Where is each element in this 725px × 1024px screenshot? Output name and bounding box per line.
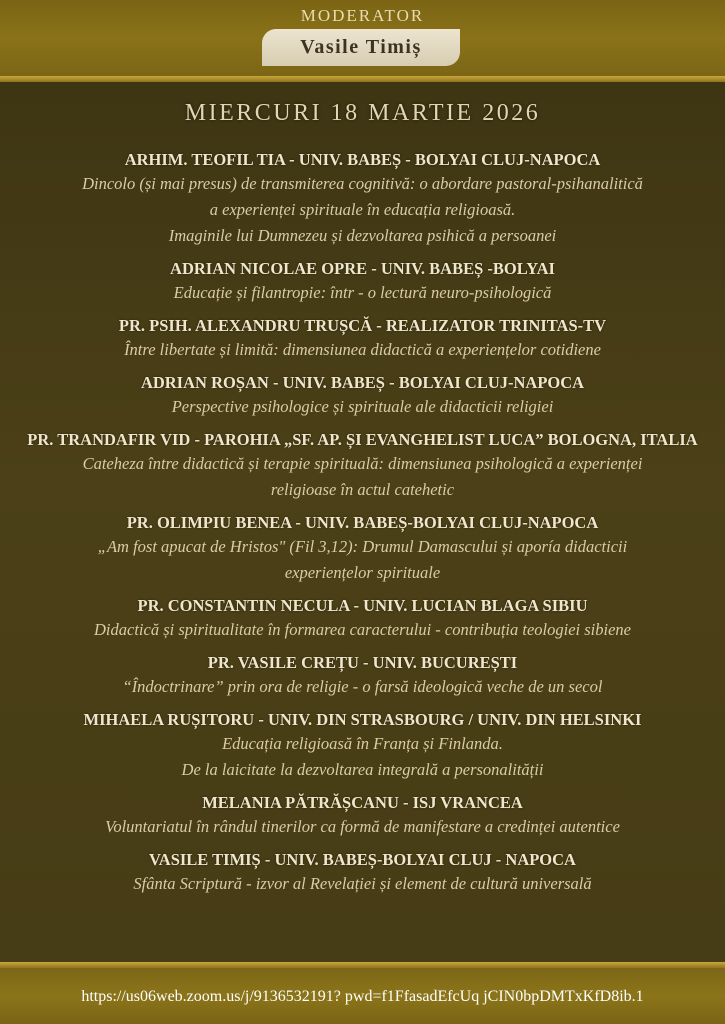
talk-title-line: Didactică și spiritualitate în formarea caracterului - contribuția teologiei sibiene — [94, 620, 631, 639]
talk-title-line: experiențelor spirituale — [284, 563, 441, 582]
talk-title-line: Între libertate și limită: dimensiunea didactică a experiențelor cotidiene — [124, 340, 601, 359]
speaker-name: ARHIM. TEOFIL TIA - UNIV. BABEȘ - BOLYAI CLUJ-NAPOCA — [124, 150, 601, 169]
program-entry — [0, 595, 725, 643]
speaker-name: MELANIA PĂTRĂȘCANU - ISJ VRANCEA — [202, 793, 523, 812]
speaker-name: PR. CONSTANTIN NECULA - UNIV. LUCIAN BLAGA SIBIU — [137, 596, 588, 615]
talk-title-line: “Îndoctrinare” prin ora de religie - o farsă ideologică veche de un secol — [122, 677, 603, 696]
talk-title-line: „Am fost apucat de Hristos" (Fil 3,12): Drumul Damascului și aporía didacticii — [97, 537, 628, 556]
talk-title-line: Voluntariatul în rândul tinerilor ca formă de manifestare a credinței autentice — [105, 817, 620, 836]
program-entry — [0, 792, 725, 840]
program-list — [0, 149, 725, 906]
speaker-name: ADRIAN NICOLAE OPRE - UNIV. BABEȘ -BOLYAI — [170, 259, 555, 278]
speaker-name: PR. OLIMPIU BENEA - UNIV. BABEȘ-BOLYAI CLUJ-NAPOCA — [126, 513, 599, 532]
day-title: MIERCURI 18 MARTIE 2026 — [184, 100, 541, 126]
talk-title-line: a experienței spirituale în educația religioasă. — [209, 200, 516, 219]
speaker-name: PR. TRANDAFIR VID - PAROHIA „SF. AP. ȘI EVANGHELIST LUCA” BOLOGNA, ITALIA — [27, 430, 698, 449]
speaker-name: MIHAELA RUȘITORU - UNIV. DIN STRASBOURG / UNIV. DIN HELSINKI — [83, 710, 642, 729]
program-entry — [0, 149, 725, 249]
program-entry — [0, 709, 725, 783]
moderator-label: MODERATOR — [300, 6, 425, 25]
talk-title-line: Educația religioasă în Franța și Finlanda. — [222, 734, 503, 753]
program-entry — [0, 849, 725, 897]
speaker-name: VASILE TIMIȘ - UNIV. BABEȘ-BOLYAI CLUJ - NAPOCA — [149, 850, 576, 869]
speaker-name: ADRIAN ROȘAN - UNIV. BABEȘ - BOLYAI CLUJ-NAPOCA — [140, 373, 585, 392]
speaker-name: PR. PSIH. ALEXANDRU TRUȘCĂ - REALIZATOR TRINITAS-TV — [118, 316, 607, 335]
moderator-name-badge: Vasile Timiș — [262, 29, 460, 66]
talk-title-line: Educație și filantropie: într - o lectură neuro-psihologică — [173, 283, 552, 302]
program-entry — [0, 258, 725, 306]
program-entry — [0, 372, 725, 420]
talk-title-line: Imaginile lui Dumnezeu și dezvoltarea psihică a persoanei — [168, 226, 557, 245]
program-entry — [0, 315, 725, 363]
program-entry — [0, 429, 725, 503]
talk-title-line: Cateheza între didactică și terapie spirituală: dimensiunea psihologică a experienței — [82, 454, 643, 473]
talk-title-line: De la laicitate la dezvoltarea integrală a personalității — [181, 760, 544, 779]
program-entry — [0, 652, 725, 700]
talk-title-line: Perspective psihologice și spirituale ale didacticii religiei — [171, 397, 554, 416]
talk-title-line: Dincolo (și mai presus) de transmiterea cognitivă: o abordare pastoral-psihanalitică — [82, 174, 643, 193]
speaker-name: PR. VASILE CREȚU - UNIV. BUCUREȘTI — [207, 653, 518, 672]
talk-title-line: religioase în actul catehetic — [270, 480, 455, 499]
talk-title-line: Sfânta Scriptură - izvor al Revelației și element de cultură universală — [133, 874, 592, 893]
zoom-meeting-link[interactable]: https://us06web.zoom.us/j/9136532191? pwd=f1FfasadEfcUq jCIN0bpDMTxKfD8ib.1 — [81, 988, 644, 1005]
program-entry — [0, 512, 725, 586]
